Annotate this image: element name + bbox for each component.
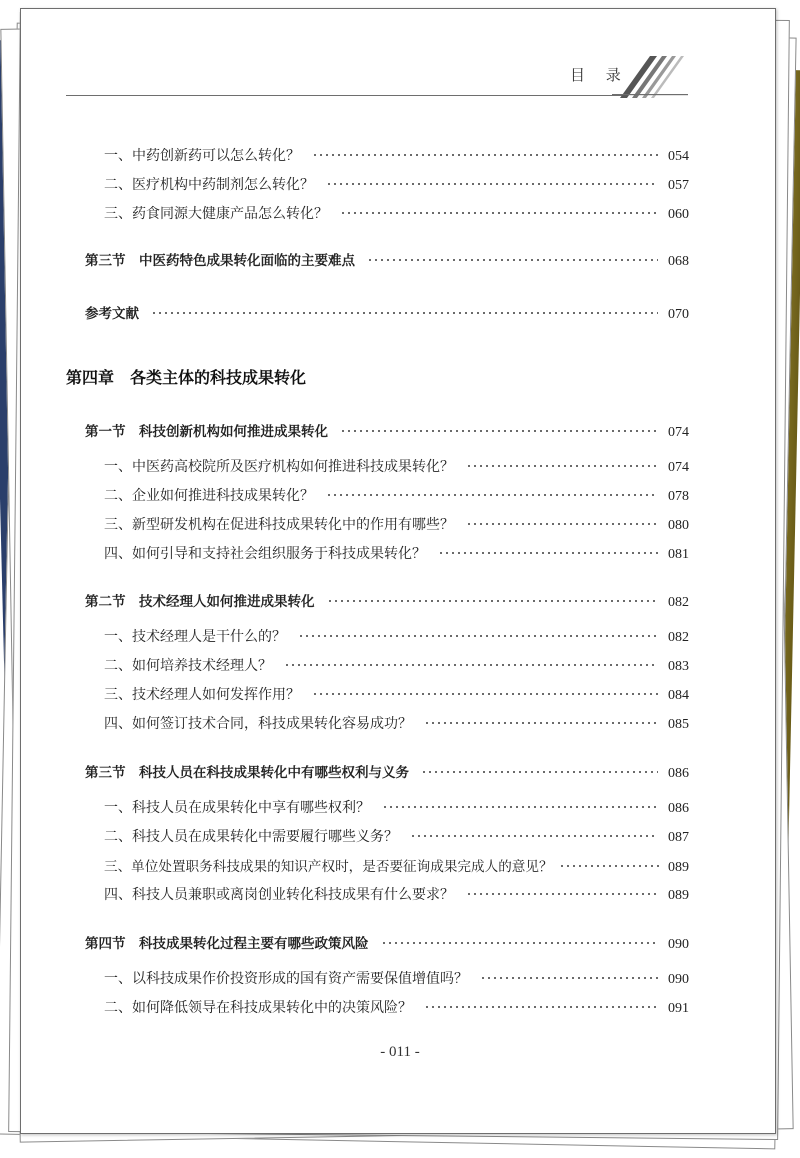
toc-entry[interactable] [104, 626, 689, 646]
dot-leader [424, 1006, 658, 1008]
toc-section-label: 第四节 科技成果转化过程主要有哪些政策风险 [85, 936, 369, 952]
toc-entry-label: 一、中医药高校院所及医疗机构如何推进科技成果转化？ [104, 459, 454, 475]
toc-section-page: 082 [668, 595, 689, 610]
dot-leader [424, 722, 658, 724]
toc-entry-label: 四、如何引导和支持社会组织服务于科技成果转化？ [104, 546, 426, 562]
toc-entry-label: 一、以科技成果作价投资形成的国有资产需要保值增值吗？ [104, 971, 468, 987]
toc-entry-page: 089 [668, 888, 689, 903]
toc-section-heading[interactable] [85, 249, 689, 270]
dot-leader [284, 664, 658, 666]
toc-entry-page: 074 [668, 460, 689, 475]
toc-section-heading[interactable] [85, 590, 689, 611]
toc-entry-label: 二、企业如何推进科技成果转化？ [104, 488, 314, 504]
dot-leader [367, 259, 658, 261]
toc-entry-page: 089 [668, 860, 689, 875]
toc-entry-page: 087 [668, 830, 689, 845]
page-number-footer: - 011 - [380, 1044, 420, 1060]
toc-entry-label: 四、科技人员兼职或离岗创业转化科技成果有什么要求？ [104, 887, 454, 903]
dot-leader [340, 212, 658, 214]
dot-leader [421, 771, 658, 773]
toc-section-heading[interactable] [85, 761, 689, 782]
toc-references-label: 参考文献 [85, 306, 139, 322]
toc-entry-label: 一、科技人员在成果转化中享有哪些权利？ [104, 800, 370, 816]
toc-section-label: 第二节 技术经理人如何推进成果转化 [85, 594, 315, 610]
toc-entry[interactable] [104, 855, 689, 876]
toc-entry[interactable] [104, 713, 689, 733]
toc-entry[interactable] [104, 684, 689, 704]
toc-entry-page: 060 [668, 207, 689, 222]
toc-entry-page: 057 [668, 178, 689, 193]
dot-leader [559, 865, 660, 867]
toc-entry-label: 三、新型研发机构在促进科技成果转化中的作用有哪些？ [104, 517, 454, 533]
dot-leader [312, 693, 658, 695]
dot-leader [480, 977, 658, 979]
chapter-heading[interactable]: 第四章 各类主体的科技成果转化 [66, 368, 307, 387]
toc-entry-label: 二、如何降低领导在科技成果转化中的决策风险？ [104, 1000, 412, 1016]
toc-references-page: 070 [668, 307, 689, 322]
dot-leader [327, 600, 659, 602]
toc-entry-page: 080 [668, 518, 689, 533]
dot-leader [438, 552, 658, 554]
toc-section-page: 086 [668, 766, 689, 781]
toc-entry[interactable] [104, 997, 689, 1017]
toc-entry[interactable] [104, 203, 689, 223]
toc-entry-label: 一、技术经理人是干什么的？ [104, 629, 286, 645]
toc-section-label: 第三节 科技人员在科技成果转化中有哪些权利与义务 [85, 765, 409, 781]
toc-entry[interactable] [104, 968, 689, 988]
toc-references[interactable] [85, 302, 689, 323]
toc-section-heading[interactable] [85, 932, 689, 953]
toc-section-label: 第三节 中医药特色成果转化面临的主要难点 [85, 253, 355, 269]
toc-entry[interactable] [104, 655, 689, 675]
toc-entry-page: 084 [668, 688, 689, 703]
dot-leader [410, 835, 658, 837]
dot-leader [151, 312, 658, 314]
dot-leader [382, 806, 658, 808]
toc-entry-page: 081 [668, 547, 689, 562]
toc-entry[interactable] [104, 485, 689, 505]
dot-leader [466, 893, 658, 895]
toc-entry-page: 090 [668, 972, 689, 987]
toc-section-page: 068 [668, 254, 689, 269]
toc-entry[interactable] [104, 826, 689, 846]
dot-leader [326, 494, 658, 496]
dot-leader [340, 430, 658, 432]
toc-entry[interactable] [104, 797, 689, 817]
dot-leader [312, 154, 658, 156]
toc-entry-page: 082 [668, 630, 689, 645]
toc-entry-page: 078 [668, 489, 689, 504]
toc-entry-label: 一、中药创新药可以怎么转化？ [104, 148, 300, 164]
toc-entry[interactable] [104, 145, 689, 165]
dot-leader [298, 635, 658, 637]
toc-section-label: 第一节 科技创新机构如何推进成果转化 [85, 424, 328, 440]
dot-leader [381, 942, 659, 944]
toc-entry-label: 二、科技人员在成果转化中需要履行哪些义务？ [104, 829, 398, 845]
toc-entry-label: 四、如何签订技术合同，科技成果转化容易成功？ [104, 716, 412, 732]
toc-section-page: 074 [668, 425, 689, 440]
toc-entry-page: 086 [668, 801, 689, 816]
toc-entry[interactable] [104, 174, 689, 194]
toc-entry-label: 三、技术经理人如何发挥作用？ [104, 687, 300, 703]
toc-entry-label: 三、单位处置职务科技成果的知识产权时，是否要征询成果完成人的意见？ [104, 859, 553, 875]
toc-entry[interactable] [104, 514, 689, 534]
dot-leader [326, 183, 658, 185]
running-header-title: 目 录 [570, 66, 629, 84]
toc-entry-label: 二、医疗机构中药制剂怎么转化？ [104, 177, 314, 193]
toc-entry[interactable] [104, 884, 689, 904]
toc-entry-label: 三、药食同源大健康产品怎么转化？ [104, 206, 328, 222]
toc-section-heading[interactable] [85, 420, 689, 441]
toc-section-page: 090 [668, 937, 689, 952]
toc-entry-page: 083 [668, 659, 689, 674]
dot-leader [466, 465, 658, 467]
toc-entry-page: 054 [668, 149, 689, 164]
toc-entry[interactable] [104, 543, 689, 563]
toc-entry-page: 091 [668, 1001, 689, 1016]
toc-entry-page: 085 [668, 717, 689, 732]
toc-entry-label: 二、如何培养技术经理人？ [104, 658, 272, 674]
toc-entry[interactable] [104, 456, 689, 476]
dot-leader [466, 523, 658, 525]
